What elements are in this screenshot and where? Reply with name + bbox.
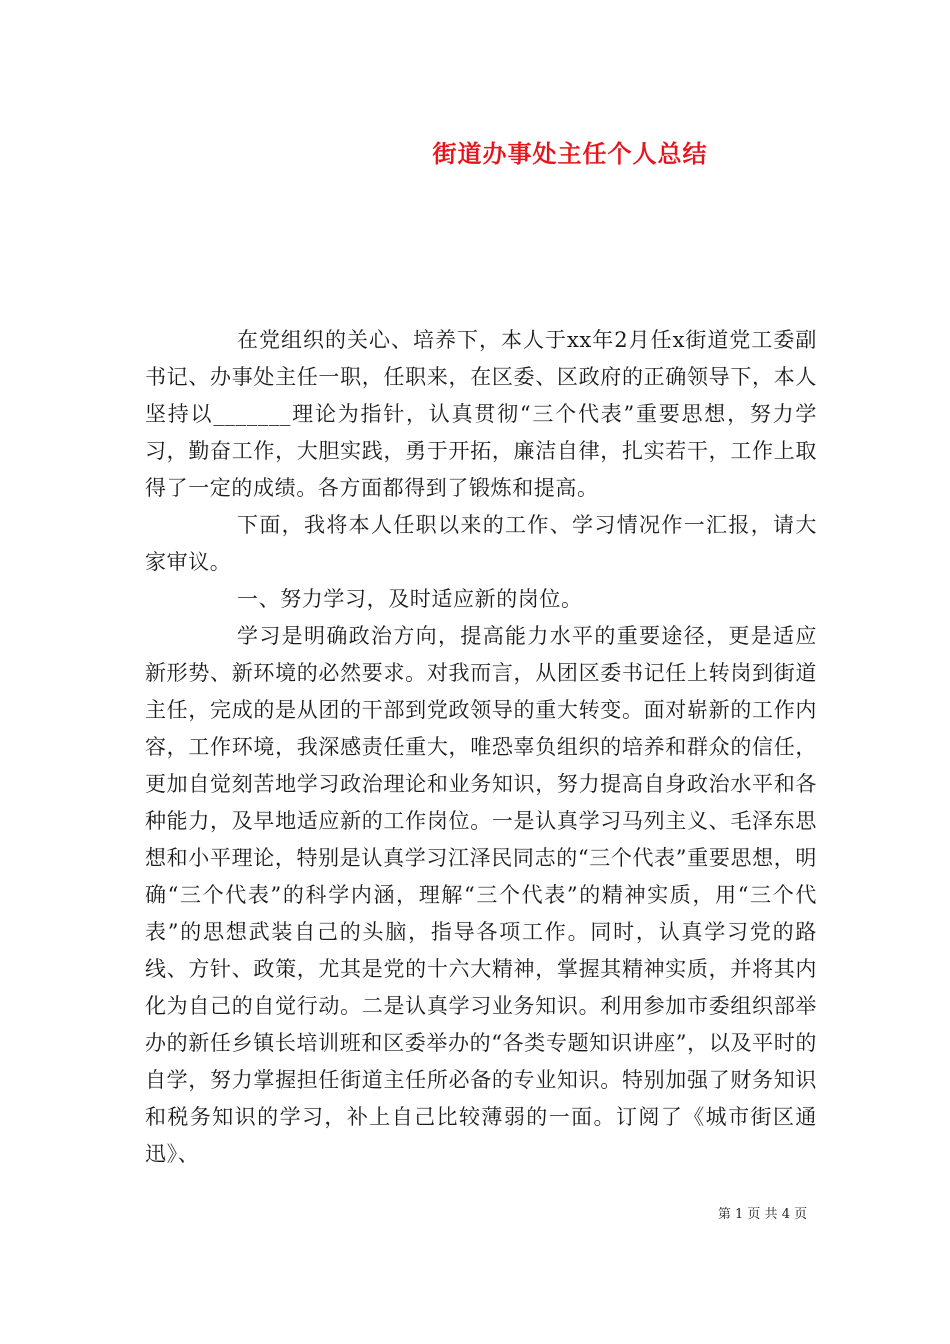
section-heading-1: 一、努力学习，及时适应新的岗位。 bbox=[237, 587, 583, 611]
page-number: 第 1 页 共 4 页 bbox=[717, 1207, 808, 1222]
document-body bbox=[145, 322, 817, 1173]
document-title: 街道办事处主任个人总结 bbox=[432, 139, 708, 168]
paragraph-study: 学习是明确政治方向，提高能力水平的重要途径，更是适应新形势、新环境的必然要求。对我而言，从团区委书记任上转岗到街道主任，完成的是从团的干部到党政领导的重大转变。面对崭新的工作内容，工作环境，我深感责任重大，唯恐辜负组织的培养和群众的信任，更加自觉刻苦地学习政治理论和业务知识，努力提高自身政治水平和各种能力，及早地适应新的工作岗位。一是认真学习马列主义、毛泽东思想和小平理论，特别是认真学习江泽民同志的“三个代表”重要思想，明确“三个代表”的科学内涵，理解“三个代表”的精神实质，用“三个代表”的思想武装自己的头脑，指导各项工作。同时，认真学习党的路线、方针、政策，尤其是党的十六大精神，掌握其精神实质，并将其内化为自己的自觉行动。二是认真学习业务知识。利用参加市委组织部举办的新任乡镇长培训班和区委举办的“各类专题知识讲座”，以及平时的自学，努力掌握担任街道主任所必备的专业知识。特别加强了财务知识和税务知识的学习，补上自己比较薄弱的一面。订阅了《城市街区通迅》、 bbox=[145, 624, 817, 1166]
paragraph-report-intro: 下面，我将本人任职以来的工作、学习情况作一汇报，请大家审议。 bbox=[145, 513, 817, 574]
paragraph-intro: 在党组织的关心、培养下，本人于xx年2月任x街道党工委副书记、办事处主任一职，任职来，在区委、区政府的正确领导下，本人坚持以_______理论为指针，认真贯彻“三个代表”重要思想，努力学习，勤奋工作，大胆实践，勇于开拓，廉洁自律，扎实若干，工作上取得了一定的成绩。各方面都得到了锻炼和提高。 bbox=[145, 328, 817, 500]
